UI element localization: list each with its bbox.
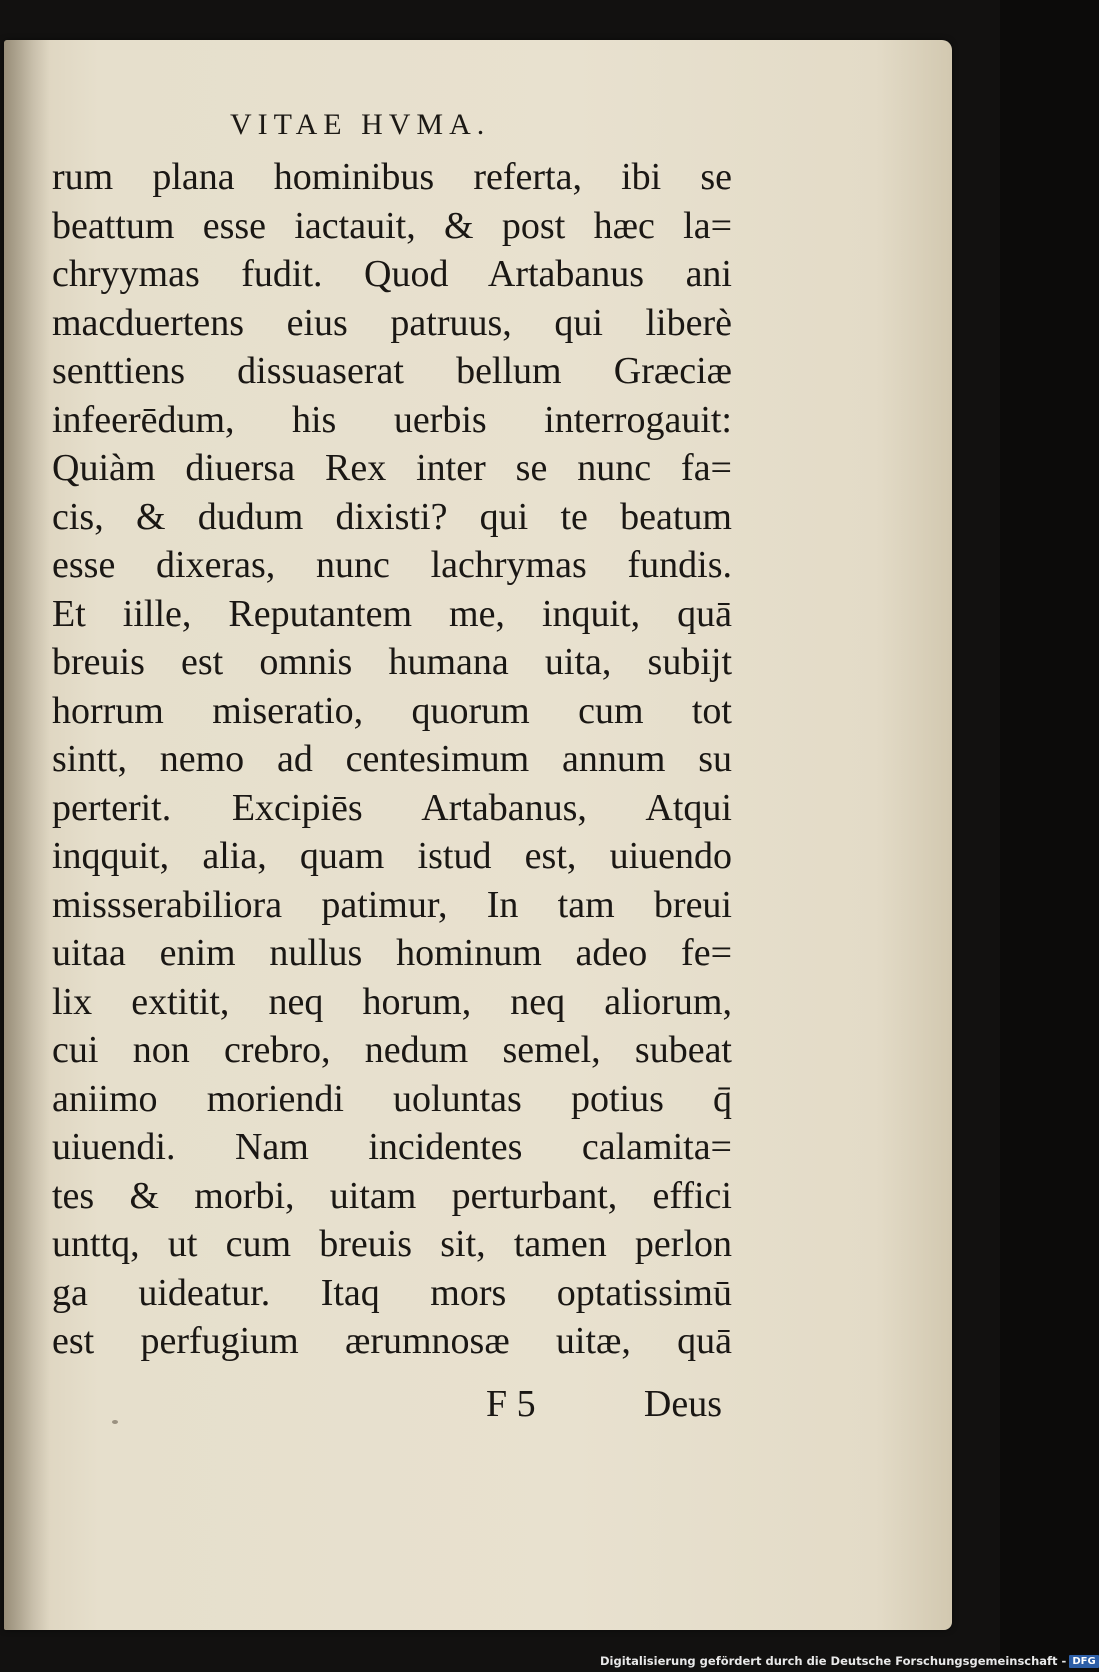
text-line: Et iille, Reputantem me, inquit, quā (52, 592, 732, 635)
digitization-credit (600, 1652, 1096, 1670)
text-line: Quiàm diuersa Rex inter se nunc fa= (52, 447, 732, 489)
text-line: cui non crebro, nedum semel, subeat (52, 1029, 732, 1071)
text-line: uiuendi. Nam incidentes calamita= (52, 1126, 732, 1168)
text-line: horrum miseratio, quorum cum tot (52, 689, 732, 732)
book-page (4, 40, 952, 1630)
text-line: ga uideatur. Itaq mors optatissimū (52, 1271, 732, 1314)
running-head: VITAE HVMA. (230, 108, 491, 141)
credit-text: Digitalisierung gefördert durch die Deutsche Forschungsgemeinschaft - (600, 1654, 1067, 1668)
text-line: macduertens eius patruus, qui liberè (52, 301, 732, 344)
text-line: tes & morbi, uitam perturbant, effici (52, 1174, 732, 1217)
text-line: senttiens dissuaserat bellum Græciæ (52, 350, 732, 392)
text-line: cis, & dudum dixisti? qui te beatum (52, 495, 732, 538)
paper-speck (112, 1420, 118, 1424)
text-line: breuis est omnis humana uita, subijt (52, 641, 732, 683)
dfg-logo-icon: DFG (1069, 1655, 1098, 1668)
signature-mark: F 5 (486, 1383, 536, 1425)
text-line: missserabiliora patimur, In tam breui (52, 883, 732, 926)
text-line: uitaa enim nullus hominum adeo fe= (52, 932, 732, 974)
text-line: unttq, ut cum breuis sit, tamen perlon (52, 1223, 732, 1265)
text-line: esse dixeras, nunc lachrymas fundis. (52, 544, 732, 586)
text-line: infeerēdum, his uerbis interrogauit: (52, 398, 732, 441)
text-line: est perfugium ærumnosæ uitæ, quā (52, 1320, 732, 1362)
text-line: sintt, nemo ad centesimum annum su (52, 738, 732, 780)
text-line: rum plana hominibus referta, ibi se (52, 156, 732, 198)
text-line: beattum esse iactauit, & post hæc la= (52, 204, 732, 247)
text-line: lix extitit, neq horum, neq aliorum, (52, 980, 732, 1023)
text-line: chryymas fudit. Quod Artabanus ani (52, 253, 732, 295)
text-line: aniimo moriendi uoluntas potius q̄ (52, 1077, 732, 1120)
catchword: Deus (643, 1383, 722, 1425)
text-line: inqquit, alia, quam istud est, uiuendo (52, 835, 732, 877)
text-line: perterit. Excipiēs Artabanus, Atqui (52, 786, 732, 829)
gutter-shadow (4, 40, 50, 1630)
body-text (52, 153, 732, 1366)
